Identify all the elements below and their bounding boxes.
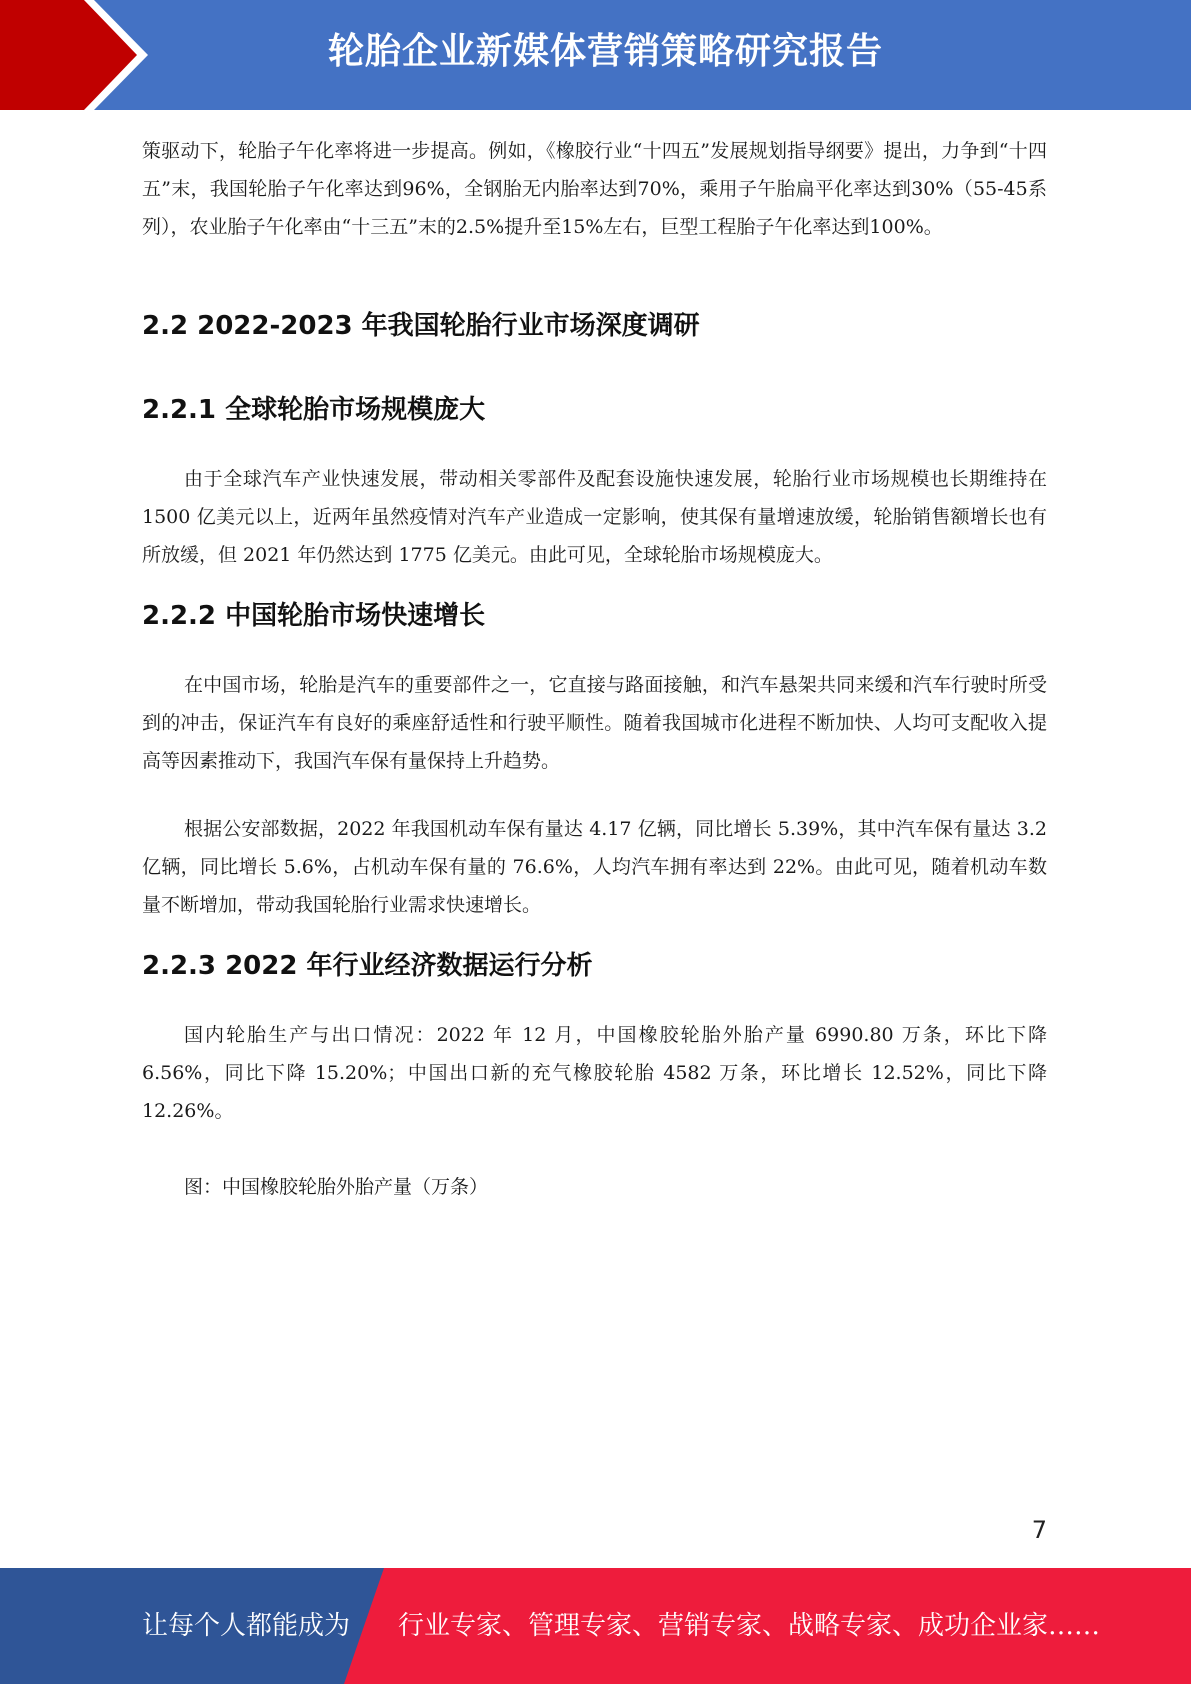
- section-2-2-2-paragraph-2: 根据公安部数据，2022 年我国机动车保有量达 4.17 亿辆，同比增长 5.39%，其中汽车保有量达 3.2 亿辆，同比增长 5.6%，占机动车保有量的 76.6%，人均汽车拥有率达到 22%。由此可见，随着机动车数量不断增加，带动我国轮胎行业需求快速增长。: [142, 818, 1047, 916]
- section-2-2-1-paragraph: 由于全球汽车产业快速发展，带动相关零部件及配套设施快速发展，轮胎行业市场规模也长期维持在 1500 亿美元以上，近两年虽然疫情对汽车产业造成一定影响，使其保有量增速放缓，轮胎销售额增长也有所放缓，但 2021 年仍然达到 1775 亿美元。由此可见，全球轮胎市场规模庞大。: [142, 468, 1047, 566]
- page-footer: [0, 1568, 1191, 1684]
- footer-slogan-left: 让每个人都能成为: [142, 1611, 351, 1641]
- footer-slogan-right: 行业专家、管理专家、营销专家、战略专家、成功企业家……: [398, 1611, 1101, 1641]
- page-number: 7: [1031, 1516, 1047, 1544]
- report-title: 轮胎企业新媒体营销策略研究报告: [327, 31, 883, 72]
- section-2-2-2-paragraph-1: 在中国市场，轮胎是汽车的重要部件之一，它直接与路面接触，和汽车悬架共同来缓和汽车行驶时所受到的冲击，保证汽车有良好的乘座舒适性和行驶平顺性。随着我国城市化进程不断加快、人均可支配收入提高等因素推动下，我国汽车保有量保持上升趋势。: [142, 674, 1047, 772]
- section-2-2-heading: 2.2 2022-2023 年我国轮胎行业市场深度调研: [142, 311, 700, 341]
- section-2-2-2-heading: 2.2.2 中国轮胎市场快速增长: [142, 601, 486, 631]
- intro-paragraph: 策驱动下，轮胎子午化率将进一步提高。例如，《橡胶行业“十四五”发展规划指导纲要》提出，力争到“十四五”末，我国轮胎子午化率达到96%，全钢胎无内胎率达到70%，乘用子午胎扁平化率达到30%（55-45系列），农业胎子午化率由“十三五”末的2.5%提升至15%左右，巨型工程胎子午化率达到100%。: [142, 140, 1047, 238]
- page-header: [0, 0, 1191, 110]
- figure-caption: 图：中国橡胶轮胎外胎产量（万条）: [184, 1176, 489, 1198]
- section-2-2-3-paragraph: 国内轮胎生产与出口情况：2022 年 12 月，中国橡胶轮胎外胎产量 6990.80 万条，环比下降 6.56%，同比下降 15.20%；中国出口新的充气橡胶轮胎 4582 万条，环比增长 12.52%，同比下降 12.26%。: [142, 1024, 1047, 1122]
- section-2-2-1-heading: 2.2.1 全球轮胎市场规模庞大: [142, 395, 486, 425]
- page-content: [142, 132, 1047, 1206]
- section-2-2-3-heading: 2.2.3 2022 年行业经济数据运行分析: [142, 951, 593, 981]
